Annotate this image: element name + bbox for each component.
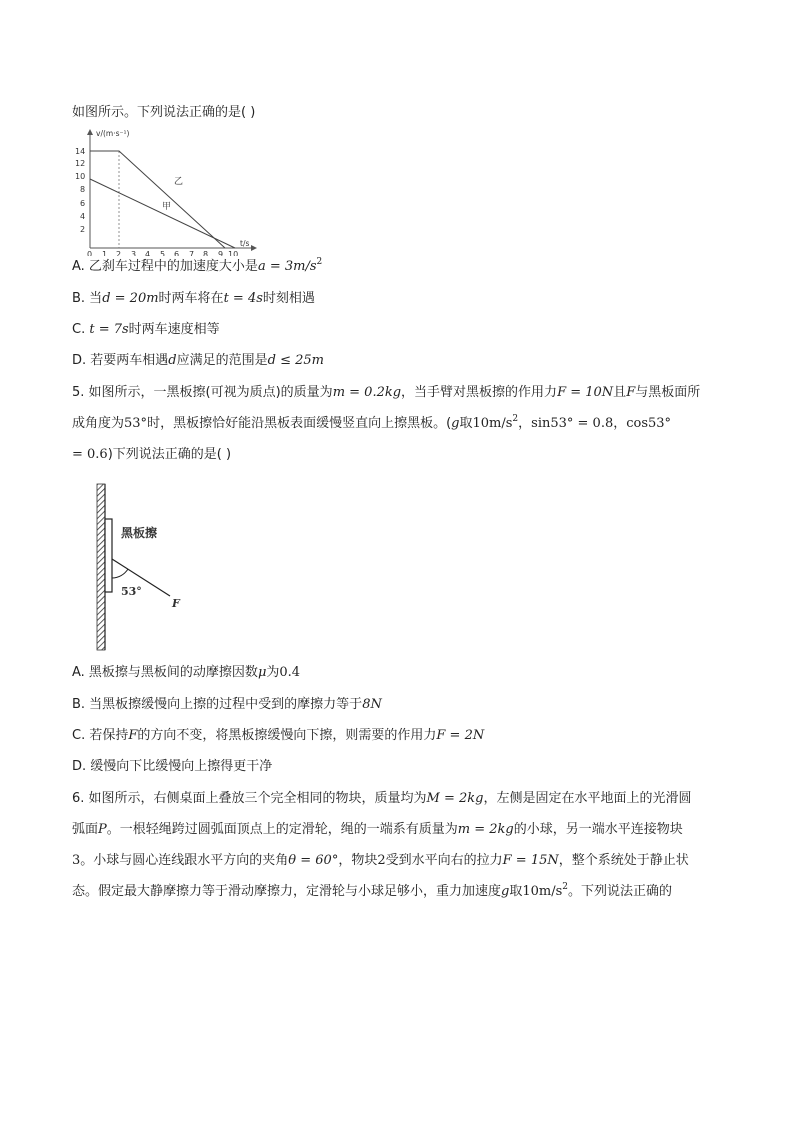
x-tick-8: 8 — [203, 250, 209, 256]
y-tick-12: 12 — [75, 159, 86, 168]
q5-line-1: 5. 如图所示，一黑板擦(可视为质点)的质量为m = 0.2kg，当手臂对黑板擦的作用力F = 10N且F与黑板面所 — [72, 385, 701, 400]
y-tick-6: 6 — [80, 199, 86, 208]
eraser-block — [105, 519, 112, 592]
x-axis-label: t/s — [240, 239, 250, 248]
x-tick-3: 3 — [131, 250, 137, 256]
q4-option-a: A. 乙刹车过程中的加速度大小是$a = 3m/s^2$ — [72, 257, 323, 274]
q5-option-c: C. 若保持F的方向不变，将黑板擦缓慢向下擦，则需要的作用力F = 2N — [72, 728, 485, 743]
eraser-figure — [88, 482, 198, 652]
angle-arc — [112, 569, 128, 578]
blackboard-wall — [97, 484, 105, 650]
q6-line-2: 弧面P。一根轻绳跨过圆弧面顶点上的定滑轮，绳的一端系有质量为m = 2kg的小球，另一端水平连接物块 — [72, 822, 683, 837]
force-label: F — [172, 597, 180, 610]
q5-option-b: B. 当黑板擦缓慢向上擦的过程中受到的摩擦力等于8N — [72, 697, 382, 712]
x-tick-0: 0 — [87, 250, 93, 256]
label-jia: 甲 — [162, 202, 172, 212]
angle-label: 53° — [121, 585, 142, 598]
q4-option-d: D. 若要两车相遇d应满足的范围是d ≤ 25m — [72, 353, 324, 368]
q4-option-c: C. t = 7s时两车速度相等 — [72, 322, 220, 337]
x-tick-9: 9 — [218, 250, 224, 256]
y-tick-4: 4 — [80, 212, 86, 221]
label-yi: 乙 — [174, 177, 184, 187]
x-tick-labels — [87, 250, 238, 256]
x-tick-2: 2 — [116, 250, 122, 256]
q5-option-d: D. 缓慢向下比缓慢向上擦得更干净 — [72, 759, 273, 774]
x-tick-4: 4 — [145, 250, 151, 256]
q5-line-3: = 0.6)下列说法正确的是( ) — [72, 447, 232, 462]
y-tick-2: 2 — [80, 225, 86, 234]
y-axis-arrow — [87, 129, 93, 135]
q5-option-a: A. 黑板擦与黑板间的动摩擦因数μ为0.4 — [72, 665, 301, 680]
q6-line-1: 6. 如图所示，右侧桌面上叠放三个完全相同的物块，质量均为M = 2kg，左侧是固定在水平地面上的光滑圆 — [72, 791, 692, 806]
y-tick-labels — [75, 147, 85, 234]
line-jia — [90, 179, 235, 248]
y-axis-label: v/(m·s⁻¹) — [96, 129, 130, 138]
x-tick-7: 7 — [189, 250, 195, 256]
x-tick-10: 10 — [228, 250, 239, 256]
vt-graph — [70, 126, 260, 256]
y-tick-10: 10 — [75, 172, 86, 181]
y-tick-14: 14 — [75, 147, 86, 156]
q6-line-3: 3。小球与圆心连线跟水平方向的夹角θ = 60°，物块2受到水平向右的拉力F = 15N，整个系统处于静止状 — [72, 853, 689, 868]
eraser-label: 黑板擦 — [121, 526, 158, 540]
q6-line-4: 态。假定最大静摩擦力等于滑动摩擦力，定滑轮与小球足够小，重力加速度g取$10m/s^2$。下列说法正确的 — [72, 882, 673, 899]
x-tick-5: 5 — [160, 250, 166, 256]
q4-option-b: B. 当d = 20m时两车将在t = 4s时刻相遇 — [72, 291, 315, 306]
q4-stem: 如图所示。下列说法正确的是( ) — [72, 105, 256, 120]
x-tick-6: 6 — [174, 250, 180, 256]
x-axis-arrow — [251, 245, 257, 251]
x-tick-1: 1 — [102, 250, 108, 256]
q5-line-2: 成角度为53°时，黑板擦恰好能沿黑板表面缓慢竖直向上擦黑板。(g取$10m/s^2$，sin53° = 0.8，cos53° — [72, 414, 672, 431]
y-tick-8: 8 — [80, 185, 86, 194]
